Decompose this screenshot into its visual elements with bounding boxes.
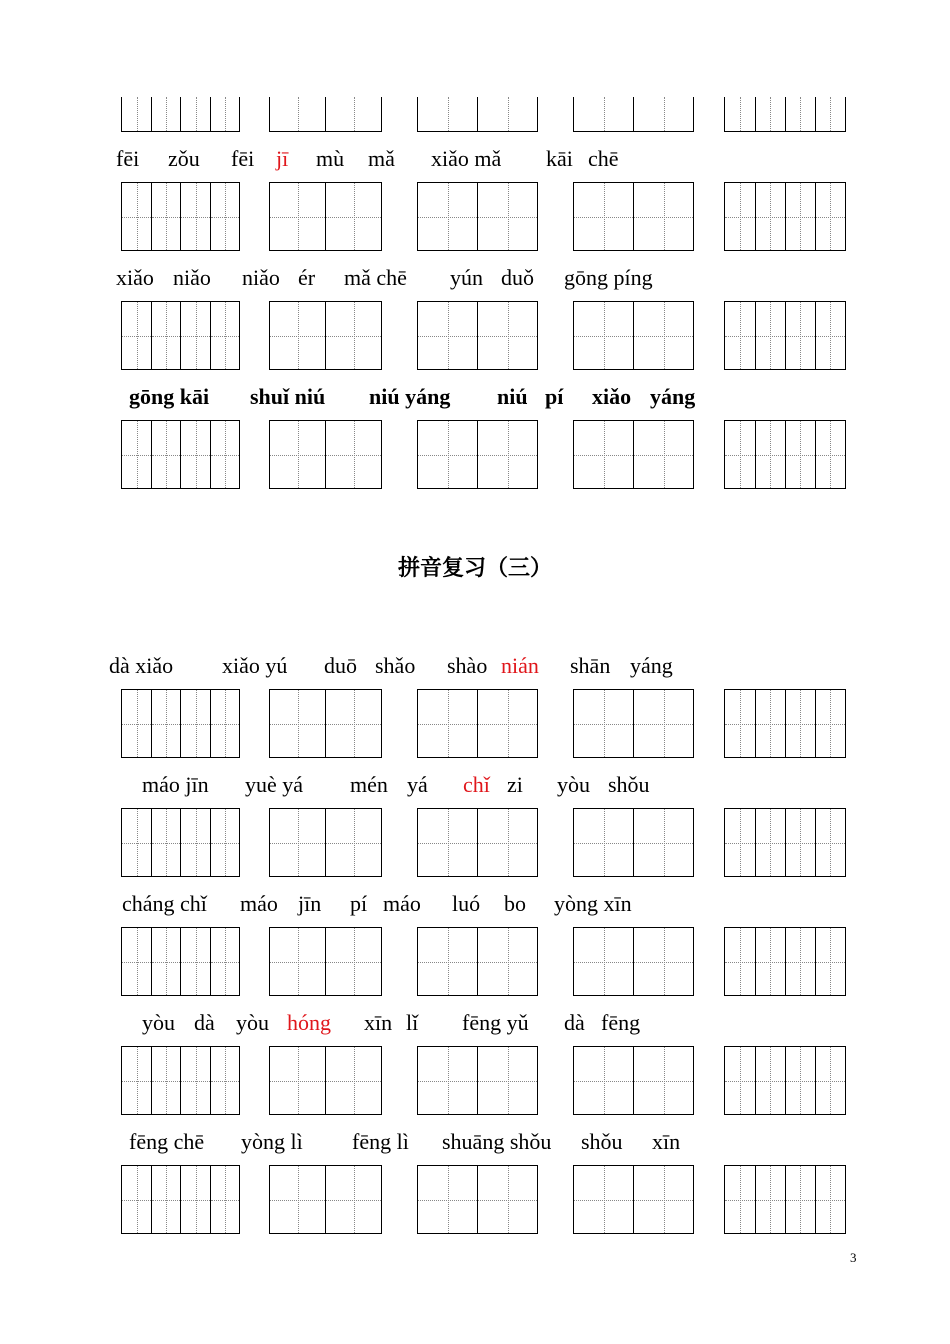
writing-cell[interactable]: [418, 928, 477, 995]
writing-cell[interactable]: [477, 183, 537, 250]
grid-group[interactable]: [121, 182, 240, 251]
writing-cell[interactable]: [785, 1166, 815, 1233]
writing-cell[interactable]: [574, 690, 633, 757]
grid-group[interactable]: [724, 689, 846, 758]
writing-cell[interactable]: [755, 183, 785, 250]
writing-cell[interactable]: [785, 809, 815, 876]
writing-cell[interactable]: [210, 183, 239, 250]
pinyin-word: xiǎo: [116, 265, 154, 290]
writing-cell[interactable]: [785, 690, 815, 757]
pinyin-word: shǒu: [581, 1129, 623, 1154]
pinyin-word: mén: [350, 772, 388, 797]
writing-cell[interactable]: [574, 183, 633, 250]
pinyin-word: yòu: [236, 1010, 269, 1035]
pinyin-word: fēng: [601, 1010, 641, 1035]
grid-group[interactable]: [724, 927, 846, 996]
pinyin-word: ér: [298, 265, 316, 290]
grid-group[interactable]: [121, 808, 240, 877]
pinyin-word: máo: [383, 891, 421, 916]
grid-group[interactable]: [724, 808, 846, 877]
grid-group[interactable]: [121, 927, 240, 996]
writing-cell[interactable]: [725, 183, 755, 250]
pinyin-word: dà xiǎo: [109, 653, 174, 678]
writing-cell[interactable]: [180, 690, 209, 757]
pinyin-word: kāi: [546, 146, 573, 171]
grid-group[interactable]: [269, 1165, 382, 1234]
writing-grid-row[interactable]: [121, 182, 846, 251]
pinyin-word: xiǎo: [592, 384, 632, 409]
writing-cell[interactable]: [210, 928, 239, 995]
writing-cell[interactable]: [122, 302, 151, 369]
pinyin-word: yá: [407, 772, 428, 797]
pinyin-word: fēng chē: [129, 1129, 205, 1154]
grid-group[interactable]: [121, 420, 240, 489]
grid-group[interactable]: [724, 182, 846, 251]
writing-cell[interactable]: [122, 1166, 151, 1233]
writing-cell[interactable]: [755, 97, 785, 131]
grid-group[interactable]: [121, 689, 240, 758]
writing-cell[interactable]: [210, 97, 239, 131]
writing-cell[interactable]: [574, 97, 633, 131]
writing-cell[interactable]: [270, 1047, 325, 1114]
writing-cell[interactable]: [325, 421, 381, 488]
pinyin-word: pí: [545, 384, 564, 409]
grid-group[interactable]: [269, 301, 382, 370]
grid-group[interactable]: [417, 689, 538, 758]
writing-cell[interactable]: [151, 1047, 180, 1114]
writing-cell[interactable]: [325, 690, 381, 757]
writing-cell[interactable]: [725, 421, 755, 488]
pinyin-word: máo jīn: [142, 772, 209, 797]
writing-cell[interactable]: [151, 421, 180, 488]
pinyin-word: gōng píng: [564, 265, 653, 290]
pinyin-word: luó: [452, 891, 481, 916]
writing-cell[interactable]: [477, 809, 537, 876]
pinyin-word: bo: [504, 891, 526, 916]
writing-cell[interactable]: [151, 97, 180, 131]
writing-cell[interactable]: [325, 183, 381, 250]
grid-group[interactable]: [269, 97, 382, 132]
writing-cell[interactable]: [815, 1166, 845, 1233]
writing-cell[interactable]: [418, 183, 477, 250]
writing-cell[interactable]: [325, 1047, 381, 1114]
grid-group[interactable]: [573, 301, 694, 370]
writing-cell[interactable]: [477, 421, 537, 488]
writing-cell[interactable]: [633, 183, 693, 250]
writing-cell[interactable]: [210, 1047, 239, 1114]
writing-cell[interactable]: [325, 302, 381, 369]
writing-cell[interactable]: [785, 97, 815, 131]
writing-cell[interactable]: [785, 183, 815, 250]
pinyin-word: zi: [507, 772, 523, 797]
writing-cell[interactable]: [325, 928, 381, 995]
writing-cell[interactable]: [815, 690, 845, 757]
pinyin-word: fēng lì: [352, 1129, 409, 1154]
writing-cell[interactable]: [477, 302, 537, 369]
writing-cell[interactable]: [418, 809, 477, 876]
grid-group[interactable]: [269, 1046, 382, 1115]
grid-group[interactable]: [121, 97, 240, 132]
writing-cell[interactable]: [477, 1166, 537, 1233]
writing-cell[interactable]: [122, 928, 151, 995]
grid-group[interactable]: [573, 1046, 694, 1115]
writing-cell[interactable]: [725, 928, 755, 995]
grid-group[interactable]: [573, 97, 694, 132]
writing-cell[interactable]: [725, 97, 755, 131]
pinyin-word: niú yáng: [369, 384, 451, 409]
writing-cell[interactable]: [210, 421, 239, 488]
pinyin-word: mǎ chē: [344, 265, 407, 290]
pinyin-word: xīn: [364, 1010, 393, 1035]
writing-cell[interactable]: [418, 421, 477, 488]
writing-cell[interactable]: [725, 302, 755, 369]
pinyin-word: chǐ: [463, 772, 490, 797]
grid-group[interactable]: [573, 927, 694, 996]
writing-cell[interactable]: [633, 928, 693, 995]
grid-group[interactable]: [269, 689, 382, 758]
pinyin-word: niǎo: [173, 265, 211, 290]
writing-cell[interactable]: [151, 928, 180, 995]
writing-cell[interactable]: [815, 183, 845, 250]
writing-cell[interactable]: [815, 928, 845, 995]
pinyin-word: mù: [316, 146, 345, 171]
grid-group[interactable]: [417, 1165, 538, 1234]
grid-group[interactable]: [417, 420, 538, 489]
grid-group[interactable]: [724, 420, 846, 489]
pinyin-word: yòng lì: [241, 1129, 303, 1154]
grid-group[interactable]: [573, 420, 694, 489]
pinyin-word: shào: [447, 653, 488, 678]
writing-cell[interactable]: [815, 421, 845, 488]
section-title: 拼音复习（三）: [397, 556, 552, 581]
writing-cell[interactable]: [122, 809, 151, 876]
writing-cell[interactable]: [180, 97, 209, 131]
writing-cell[interactable]: [151, 183, 180, 250]
pinyin-word: máo: [240, 891, 278, 916]
writing-cell[interactable]: [180, 1047, 209, 1114]
writing-cell[interactable]: [755, 1047, 785, 1114]
page-number: 3: [850, 1250, 857, 1265]
grid-group[interactable]: [121, 1046, 240, 1115]
writing-grid-row[interactable]: [121, 1046, 846, 1115]
pinyin-word: duǒ: [501, 265, 534, 290]
pinyin-word: mǎ: [368, 146, 395, 171]
writing-cell[interactable]: [477, 928, 537, 995]
writing-grid-row[interactable]: [121, 301, 846, 370]
grid-group[interactable]: [724, 1165, 846, 1234]
writing-cell[interactable]: [180, 928, 209, 995]
grid-group[interactable]: [269, 927, 382, 996]
pinyin-word: shuǐ niú: [250, 384, 326, 409]
grid-group[interactable]: [417, 927, 538, 996]
writing-grid-row[interactable]: [121, 808, 846, 877]
writing-cell[interactable]: [574, 928, 633, 995]
writing-cell[interactable]: [151, 690, 180, 757]
writing-cell[interactable]: [418, 302, 477, 369]
writing-cell[interactable]: [270, 183, 325, 250]
pinyin-word: fēng yǔ: [462, 1010, 529, 1035]
writing-cell[interactable]: [633, 421, 693, 488]
grid-group[interactable]: [724, 97, 846, 132]
writing-cell[interactable]: [210, 809, 239, 876]
writing-cell[interactable]: [755, 1166, 785, 1233]
grid-group[interactable]: [724, 301, 846, 370]
writing-cell[interactable]: [270, 928, 325, 995]
grid-group[interactable]: [269, 182, 382, 251]
pinyin-word: hóng: [287, 1010, 331, 1035]
writing-cell[interactable]: [122, 97, 151, 131]
pinyin-word: yòu: [557, 772, 590, 797]
pinyin-word: xiǎo mǎ: [431, 146, 502, 171]
writing-cell[interactable]: [270, 302, 325, 369]
writing-cell[interactable]: [725, 690, 755, 757]
pinyin-word: fēi: [231, 146, 255, 171]
pinyin-word: zǒu: [168, 146, 200, 171]
writing-cell[interactable]: [122, 1047, 151, 1114]
pinyin-word: chē: [588, 146, 619, 171]
writing-cell[interactable]: [815, 809, 845, 876]
writing-cell[interactable]: [633, 690, 693, 757]
writing-cell[interactable]: [785, 302, 815, 369]
grid-group[interactable]: [417, 1046, 538, 1115]
writing-cell[interactable]: [574, 302, 633, 369]
writing-cell[interactable]: [633, 809, 693, 876]
writing-cell[interactable]: [151, 809, 180, 876]
writing-cell[interactable]: [574, 1166, 633, 1233]
writing-cell[interactable]: [574, 809, 633, 876]
pinyin-word: cháng chǐ: [122, 891, 207, 916]
writing-cell[interactable]: [785, 1047, 815, 1114]
writing-cell[interactable]: [633, 97, 693, 131]
writing-cell[interactable]: [180, 183, 209, 250]
writing-cell[interactable]: [477, 1047, 537, 1114]
writing-cell[interactable]: [418, 97, 477, 131]
grid-group[interactable]: [417, 182, 538, 251]
grid-group[interactable]: [417, 301, 538, 370]
pinyin-word: xiǎo yú: [222, 653, 288, 678]
grid-group[interactable]: [417, 808, 538, 877]
pinyin-word: yáng: [650, 384, 696, 409]
writing-cell[interactable]: [725, 1047, 755, 1114]
writing-cell[interactable]: [755, 690, 785, 757]
writing-cell[interactable]: [418, 1047, 477, 1114]
grid-group[interactable]: [121, 301, 240, 370]
writing-cell[interactable]: [418, 690, 477, 757]
grid-group[interactable]: [417, 97, 538, 132]
grid-group[interactable]: [573, 1165, 694, 1234]
writing-cell[interactable]: [180, 1166, 209, 1233]
pinyin-word: shān: [570, 653, 611, 678]
pinyin-word: shǒu: [608, 772, 650, 797]
pinyin-word: lǐ: [406, 1010, 419, 1035]
writing-grid-row[interactable]: [121, 97, 846, 132]
writing-cell[interactable]: [122, 690, 151, 757]
writing-cell[interactable]: [785, 928, 815, 995]
writing-cell[interactable]: [755, 421, 785, 488]
writing-cell[interactable]: [418, 1166, 477, 1233]
writing-cell[interactable]: [151, 1166, 180, 1233]
writing-cell[interactable]: [180, 302, 209, 369]
writing-cell[interactable]: [210, 1166, 239, 1233]
writing-cell[interactable]: [325, 1166, 381, 1233]
pinyin-word: shǎo: [375, 653, 416, 678]
writing-cell[interactable]: [633, 1047, 693, 1114]
writing-cell[interactable]: [151, 302, 180, 369]
writing-cell[interactable]: [270, 421, 325, 488]
grid-group[interactable]: [573, 689, 694, 758]
writing-cell[interactable]: [270, 809, 325, 876]
writing-cell[interactable]: [725, 809, 755, 876]
grid-group[interactable]: [573, 808, 694, 877]
pinyin-word: dà: [564, 1010, 585, 1035]
pinyin-word: jī: [276, 146, 289, 171]
pinyin-word: nián: [501, 653, 539, 678]
writing-cell[interactable]: [270, 97, 325, 131]
writing-cell[interactable]: [210, 302, 239, 369]
pinyin-word: yáng: [630, 653, 673, 678]
pinyin-word: duō: [324, 653, 357, 678]
writing-cell[interactable]: [755, 928, 785, 995]
pinyin-word: fēi: [116, 146, 140, 171]
writing-cell[interactable]: [210, 690, 239, 757]
writing-cell[interactable]: [755, 302, 785, 369]
writing-cell[interactable]: [477, 690, 537, 757]
pinyin-word: shuāng shǒu: [442, 1129, 552, 1154]
writing-cell[interactable]: [122, 421, 151, 488]
writing-cell[interactable]: [122, 183, 151, 250]
writing-grid-row[interactable]: [121, 689, 846, 758]
pinyin-word: pí: [350, 891, 368, 916]
writing-cell[interactable]: [477, 97, 537, 131]
writing-cell[interactable]: [180, 421, 209, 488]
grid-group[interactable]: [121, 1165, 240, 1234]
writing-cell[interactable]: [325, 97, 381, 131]
writing-cell[interactable]: [270, 690, 325, 757]
writing-cell[interactable]: [325, 809, 381, 876]
pinyin-word: yún: [450, 265, 483, 290]
pinyin-word: jīn: [298, 891, 322, 916]
grid-group[interactable]: [724, 1046, 846, 1115]
writing-cell[interactable]: [180, 809, 209, 876]
writing-cell[interactable]: [815, 302, 845, 369]
writing-grid-row[interactable]: [121, 927, 846, 996]
pinyin-word: yòu: [142, 1010, 175, 1035]
grid-group[interactable]: [573, 182, 694, 251]
pinyin-word: dà: [194, 1010, 215, 1035]
writing-cell[interactable]: [270, 1166, 325, 1233]
pinyin-word: yuè yá: [245, 772, 304, 797]
writing-grid-row[interactable]: [121, 1165, 846, 1234]
writing-cell[interactable]: [755, 809, 785, 876]
writing-cell[interactable]: [815, 97, 845, 131]
pinyin-word: niú: [497, 384, 528, 409]
grid-group[interactable]: [269, 420, 382, 489]
writing-cell[interactable]: [633, 302, 693, 369]
writing-cell[interactable]: [574, 421, 633, 488]
writing-cell[interactable]: [574, 1047, 633, 1114]
writing-cell[interactable]: [785, 421, 815, 488]
writing-cell[interactable]: [633, 1166, 693, 1233]
pinyin-word: yòng xīn: [554, 891, 632, 916]
writing-grid-row[interactable]: [121, 420, 846, 489]
grid-group[interactable]: [269, 808, 382, 877]
writing-cell[interactable]: [725, 1166, 755, 1233]
writing-cell[interactable]: [815, 1047, 845, 1114]
pinyin-word: xīn: [652, 1129, 681, 1154]
pinyin-word: gōng kāi: [129, 384, 210, 409]
pinyin-word: niǎo: [242, 265, 280, 290]
